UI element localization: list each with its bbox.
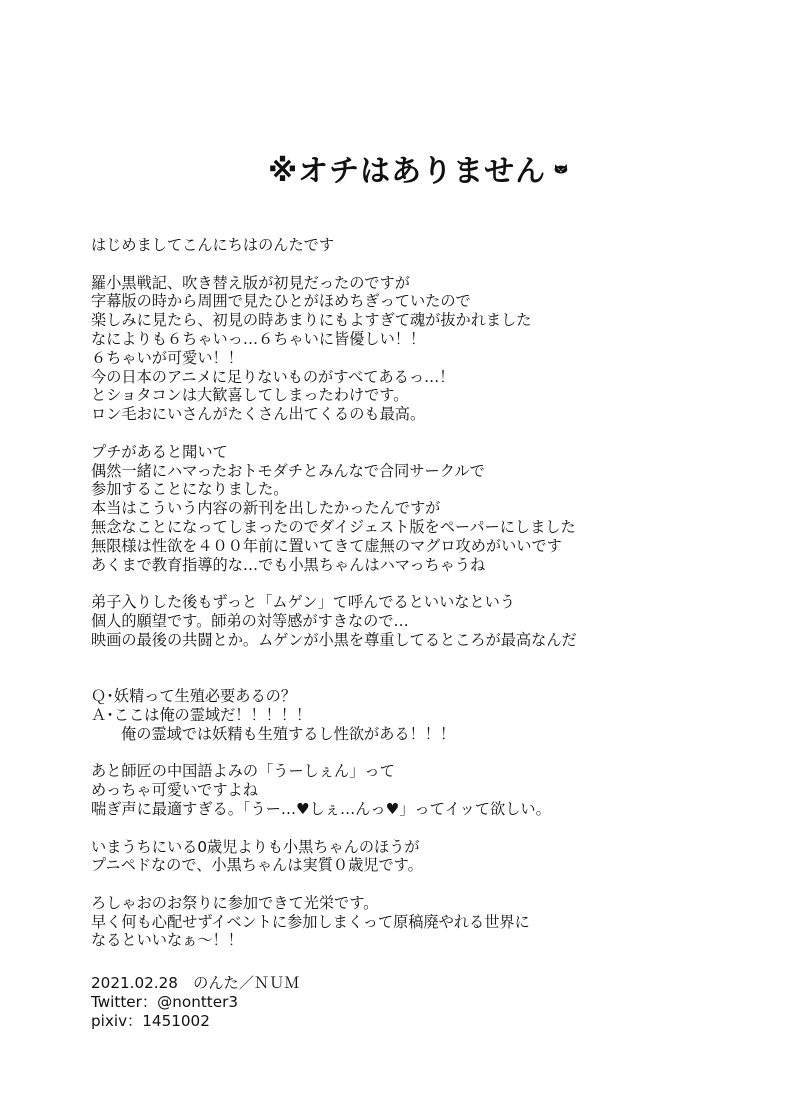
text-line: 弟子入りした後もずっと「ムゲン」て呼んでるといいなという <box>91 593 516 612</box>
text-line: Ａ･ここは俺の霊域だ！！！！！ <box>91 705 312 724</box>
text-line: あくまで教育指導的な…でも小黒ちゃんはハマっちゃうね <box>91 555 486 574</box>
text-line: 無念なことになってしまったのでダイジェスト版をペーパーにしました <box>91 517 576 536</box>
text-line: Ｑ･妖精って生殖必要あるの？ <box>91 687 297 706</box>
text-line: なるといいなぁ～！！ <box>91 931 243 950</box>
title-text: ※オチはありません <box>268 154 547 189</box>
text-line: 早く何も心配せずイベントに参加しまくって原稿廃やれる世界に <box>91 912 530 931</box>
text-line: ロン毛おにいさんがたくさん出てくるのも最高。 <box>91 405 426 424</box>
twitter-handle: Twitter：@nontter3 <box>91 993 238 1011</box>
text-line: 参加することになりました。 <box>91 480 289 499</box>
text-line: 楽しみに見たら、初見の時あまりにもよすぎて魂が抜かれました <box>91 311 532 330</box>
paragraph-gap <box>91 574 751 593</box>
text-line: 今の日本のアニメに足りないものがすべてあるっ…！ <box>91 367 455 386</box>
text-line: いまうちにいる0歳児よりも小黒ちゃんのほうが <box>91 837 420 856</box>
text-line: 喘ぎ声に最適すぎる。「うー…♥しぇ…んっ♥」ってイッて欲しい。 <box>91 799 551 818</box>
text-line: あと師匠の中国語よみの「うーしぇん」って <box>91 762 395 781</box>
text-line: はじめましてこんにちはのんたです <box>91 236 334 254</box>
paragraph-gap <box>91 255 751 274</box>
text-line: 本当はこういう内容の新刊を出したかったんですが <box>91 499 441 518</box>
body-text <box>91 236 751 950</box>
paragraph-gap <box>91 650 751 688</box>
pixiv-id: pixiv：1451002 <box>91 1012 210 1030</box>
paragraph-gap <box>91 424 751 443</box>
black-cat-face-icon <box>554 143 568 193</box>
signature-block <box>91 974 299 1031</box>
paragraph-gap <box>91 875 751 894</box>
paragraph-gap <box>91 744 751 763</box>
text-line: 映画の最後の共闘とか。ムゲンが小黒を尊重してるところが最高なんだ <box>91 630 577 649</box>
text-line: めっちゃ可愛いですよね <box>91 781 258 800</box>
text-line: ６ちゃいが可愛い！！ <box>91 348 243 367</box>
text-line: 俺の霊域では妖精も生殖するし性欲がある！！！ <box>121 724 456 743</box>
text-line: 個人的願望です。師弟の対等感がすきなので… <box>91 611 409 630</box>
title-heading <box>268 140 568 196</box>
text-line: プニペドなので、小黒ちゃんは実質０歳児です。 <box>91 856 423 875</box>
text-line: なによりも６ちゃいっ…６ちゃいに皆優しい！！ <box>91 329 426 348</box>
text-line: 偶然一緒にハマったおトモダチとみんなで合同サークルで <box>91 461 485 480</box>
text-line: ろしゃおのお祭りに参加できて光栄です。 <box>91 893 379 912</box>
text-line: 字幕版の時から周囲で見たひとがほめちぎっていたので <box>91 292 471 311</box>
paragraph-gap <box>91 819 751 838</box>
text-line: 羅小黒戦記、吹き替え版が初見だったのですが <box>91 273 410 292</box>
date-author: 2021.02.28 のんた／ＮＵＭ <box>91 974 300 992</box>
text-line: とショタコンは大歓喜してしまったわけです。 <box>91 386 409 405</box>
text-line: プチがあると聞いて <box>91 442 228 461</box>
text-line: 無限様は性欲を４００年前に置いてきて虚無のマグロ攻めがいいです <box>91 536 562 555</box>
